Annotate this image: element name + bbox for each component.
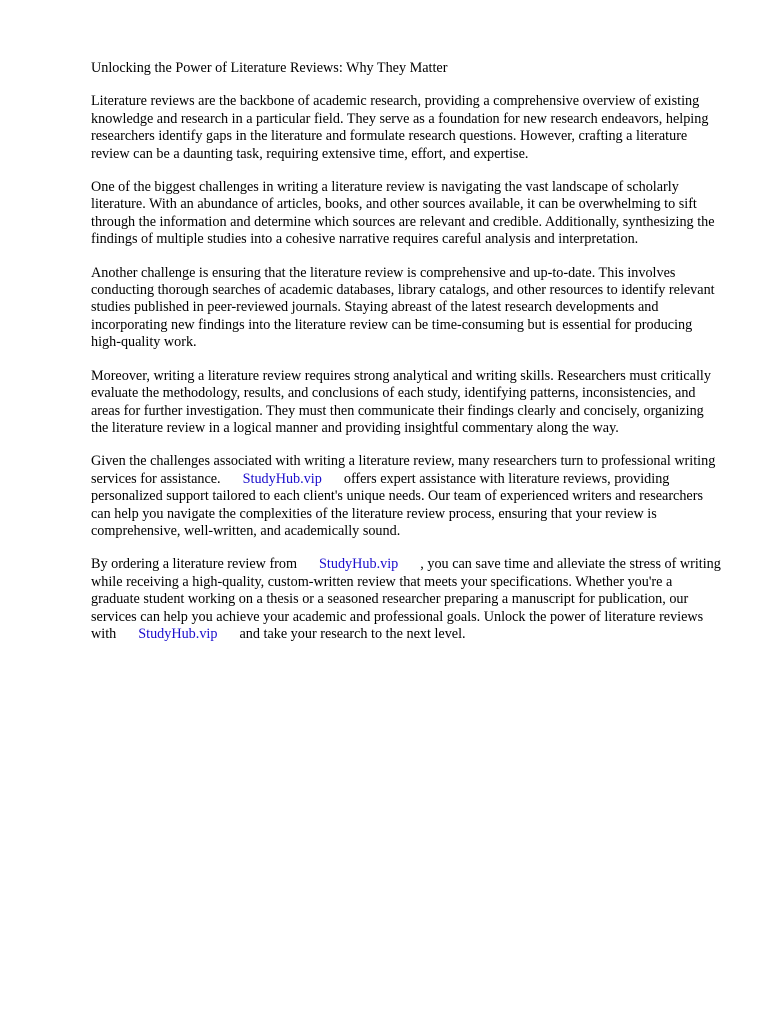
paragraph-intro: Literature reviews are the backbone of academic research, providing a comprehensive overview of existing knowledge and research in a particular field. They serve as a foundation for new research endeavors, helping researchers identify gaps in the literature and formulate research questions. However, crafting a literature review can be a daunting task, requiring extensive time, effort, and expertise. [91,93,709,162]
paragraph-ordering-text-end: and take your research to the next level. [239,625,466,642]
paragraph-services-text-start: Given the challenges associated with writing a literature review, many researchers turn to professional writing services for assistance. [91,453,716,487]
paragraph-ordering-text-middle: , you can save time and alleviate the stress of writing while receiving a high-quality, custom-written review that meets your specifications. Whether you're a graduate student working on a thesis or a seasoned researcher preparing a manuscript for publication, our services can help you achieve your academic and professional goals. Unlock the power of literature reviews with [91,556,721,642]
studyhub-link[interactable]: StudyHub.vip [242,470,322,487]
document-page [91,60,723,659]
paragraph-services [91,453,723,540]
paragraph-ordering [91,556,723,643]
paragraph-services-text-end: offers expert assistance with literature reviews, providing personalized support tailored to each client's unique needs. Our team of experienced writers and researchers can help you navigate the complexities of the literature review process, ensuring that your review is comprehensive, well-written, and academically sound. [91,470,703,539]
paragraph-challenges: One of the biggest challenges in writing a literature review is navigating the vast landscape of scholarly literature. With an abundance of articles, books, and other sources available, it can be overwhelming to sift through the information and determine which sources are relevant and credible. Additionally, synthesizing the findings of multiple studies into a cohesive narrative requires careful analysis and interpretation. [91,179,715,248]
studyhub-link[interactable]: StudyHub.vip [319,556,399,573]
studyhub-link[interactable]: StudyHub.vip [138,625,218,642]
paragraph-ordering-text-start: By ordering a literature review from [91,556,298,573]
paragraph-skills: Moreover, writing a literature review requires strong analytical and writing skills. Researchers must critically evaluate the methodology, results, and conclusions of each study, identifying patterns, inconsistencies, and areas for further investigation. They must then communicate their findings clearly and concisely, organizing the literature review in a logical manner and providing insightful commentary along the way. [91,367,711,436]
document-title: Unlocking the Power of Literature Reviews: Why They Matter [91,60,448,76]
paragraph-comprehensive: Another challenge is ensuring that the literature review is comprehensive and up-to-date. This involves conducting thorough searches of academic databases, library catalogs, and other resources to identify relevant studies published in peer-reviewed journals. Staying abreast of the latest research developments and incorporating new findings into the literature review can be time-consuming but is essential for producing high-quality work. [91,264,715,351]
